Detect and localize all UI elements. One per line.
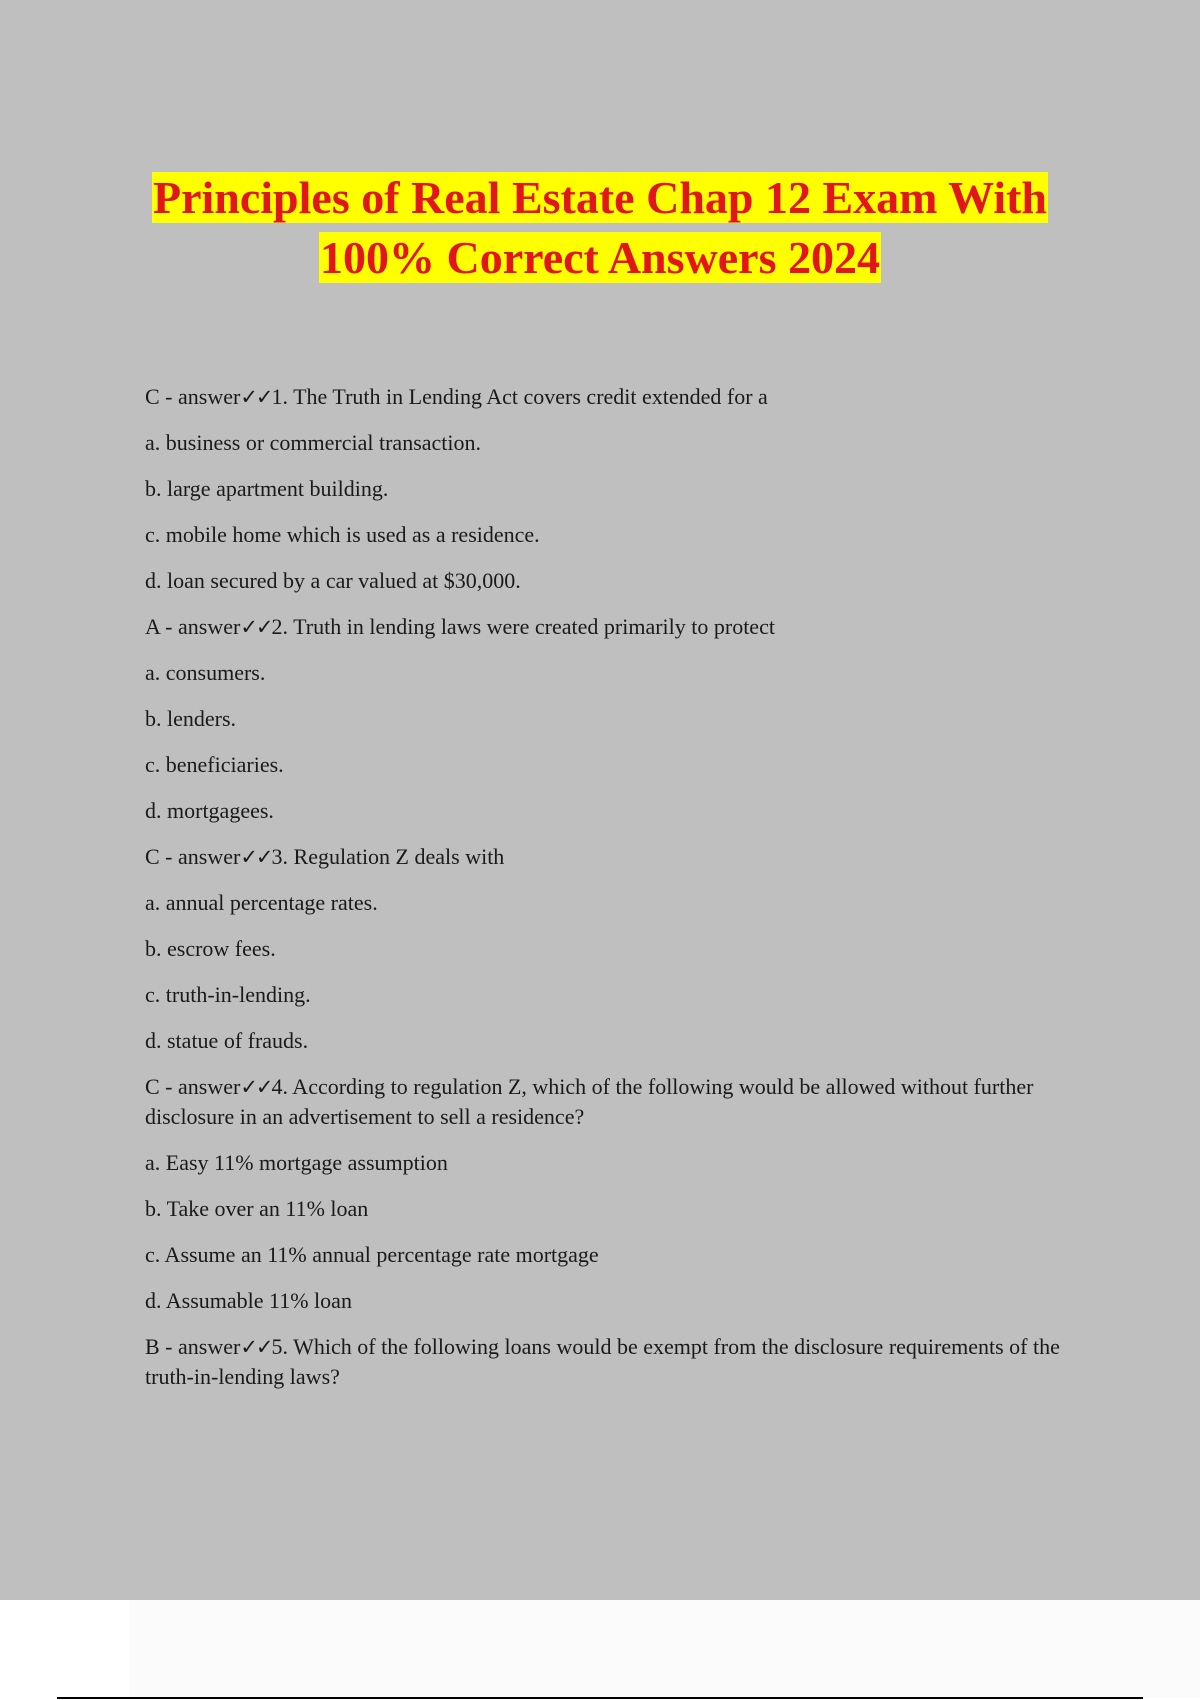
document-title: [0, 168, 1200, 288]
question-text: [145, 612, 1075, 642]
question-text: [145, 382, 1075, 412]
answer-option: b. Take over an 11% loan: [145, 1196, 369, 1221]
title-line-1: Principles of Real Estate Chap 12 Exam With: [152, 172, 1048, 223]
answer-option: d. loan secured by a car valued at $30,000.: [145, 568, 521, 593]
question-list: [145, 382, 1075, 1392]
question-body: 4. According to regulation Z, which of the following would be allowed without further disclosure in an advertisement to sell a residence?: [145, 1074, 1034, 1129]
question-block-3: [145, 842, 1075, 872]
title-line-2: 100% Correct Answers 2024: [320, 232, 880, 283]
page-divider: [57, 1697, 1143, 1699]
question-body: 1. The Truth in Lending Act covers credit extended for a: [271, 384, 768, 409]
answer-option: b. lenders.: [145, 706, 237, 731]
page-footer-band: [130, 1600, 1200, 1698]
answer-option: c. Assume an 11% annual percentage rate mortgage: [145, 1242, 599, 1267]
question-body: 5. Which of the following loans would be exempt from the disclosure requirements of the truth-in-lending laws?: [145, 1334, 1060, 1389]
answer-prefix: C - answer: [145, 844, 241, 869]
question-text: [145, 842, 1075, 872]
question-text: [145, 1332, 1075, 1392]
answer-option: a. business or commercial transaction.: [145, 430, 482, 455]
answer-option: b. large apartment building.: [145, 476, 389, 501]
question-body: 3. Regulation Z deals with: [271, 844, 505, 869]
question-block-4: [145, 1072, 1075, 1132]
check-mark-icon: ✓✓: [240, 385, 272, 409]
question-block-1: [145, 382, 1075, 412]
answer-option: a. Easy 11% mortgage assumption: [145, 1150, 448, 1175]
question-body: 2. Truth in lending laws were created primarily to protect: [271, 614, 775, 639]
check-mark-icon: ✓✓: [240, 1075, 272, 1099]
answer-option: c. truth-in-lending.: [145, 982, 311, 1007]
check-mark-icon: ✓✓: [240, 1335, 272, 1359]
check-mark-icon: ✓✓: [240, 845, 272, 869]
question-block-5: [145, 1332, 1075, 1392]
answer-option: d. statue of frauds.: [145, 1028, 309, 1053]
check-mark-icon: ✓✓: [240, 615, 272, 639]
answer-option: d. mortgagees.: [145, 798, 274, 823]
answer-option: a. annual percentage rates.: [145, 890, 378, 915]
answer-option: b. escrow fees.: [145, 936, 276, 961]
answer-prefix: C - answer: [145, 384, 241, 409]
answer-prefix: B - answer: [145, 1334, 241, 1359]
answer-option: c. beneficiaries.: [145, 752, 284, 777]
answer-prefix: C - answer: [145, 1074, 241, 1099]
answer-prefix: A - answer: [145, 614, 241, 639]
answer-option: c. mobile home which is used as a residence.: [145, 522, 540, 547]
question-block-2: [145, 612, 1075, 642]
answer-option: d. Assumable 11% loan: [145, 1288, 352, 1313]
answer-option: a. consumers.: [145, 660, 266, 685]
question-text: [145, 1072, 1075, 1132]
